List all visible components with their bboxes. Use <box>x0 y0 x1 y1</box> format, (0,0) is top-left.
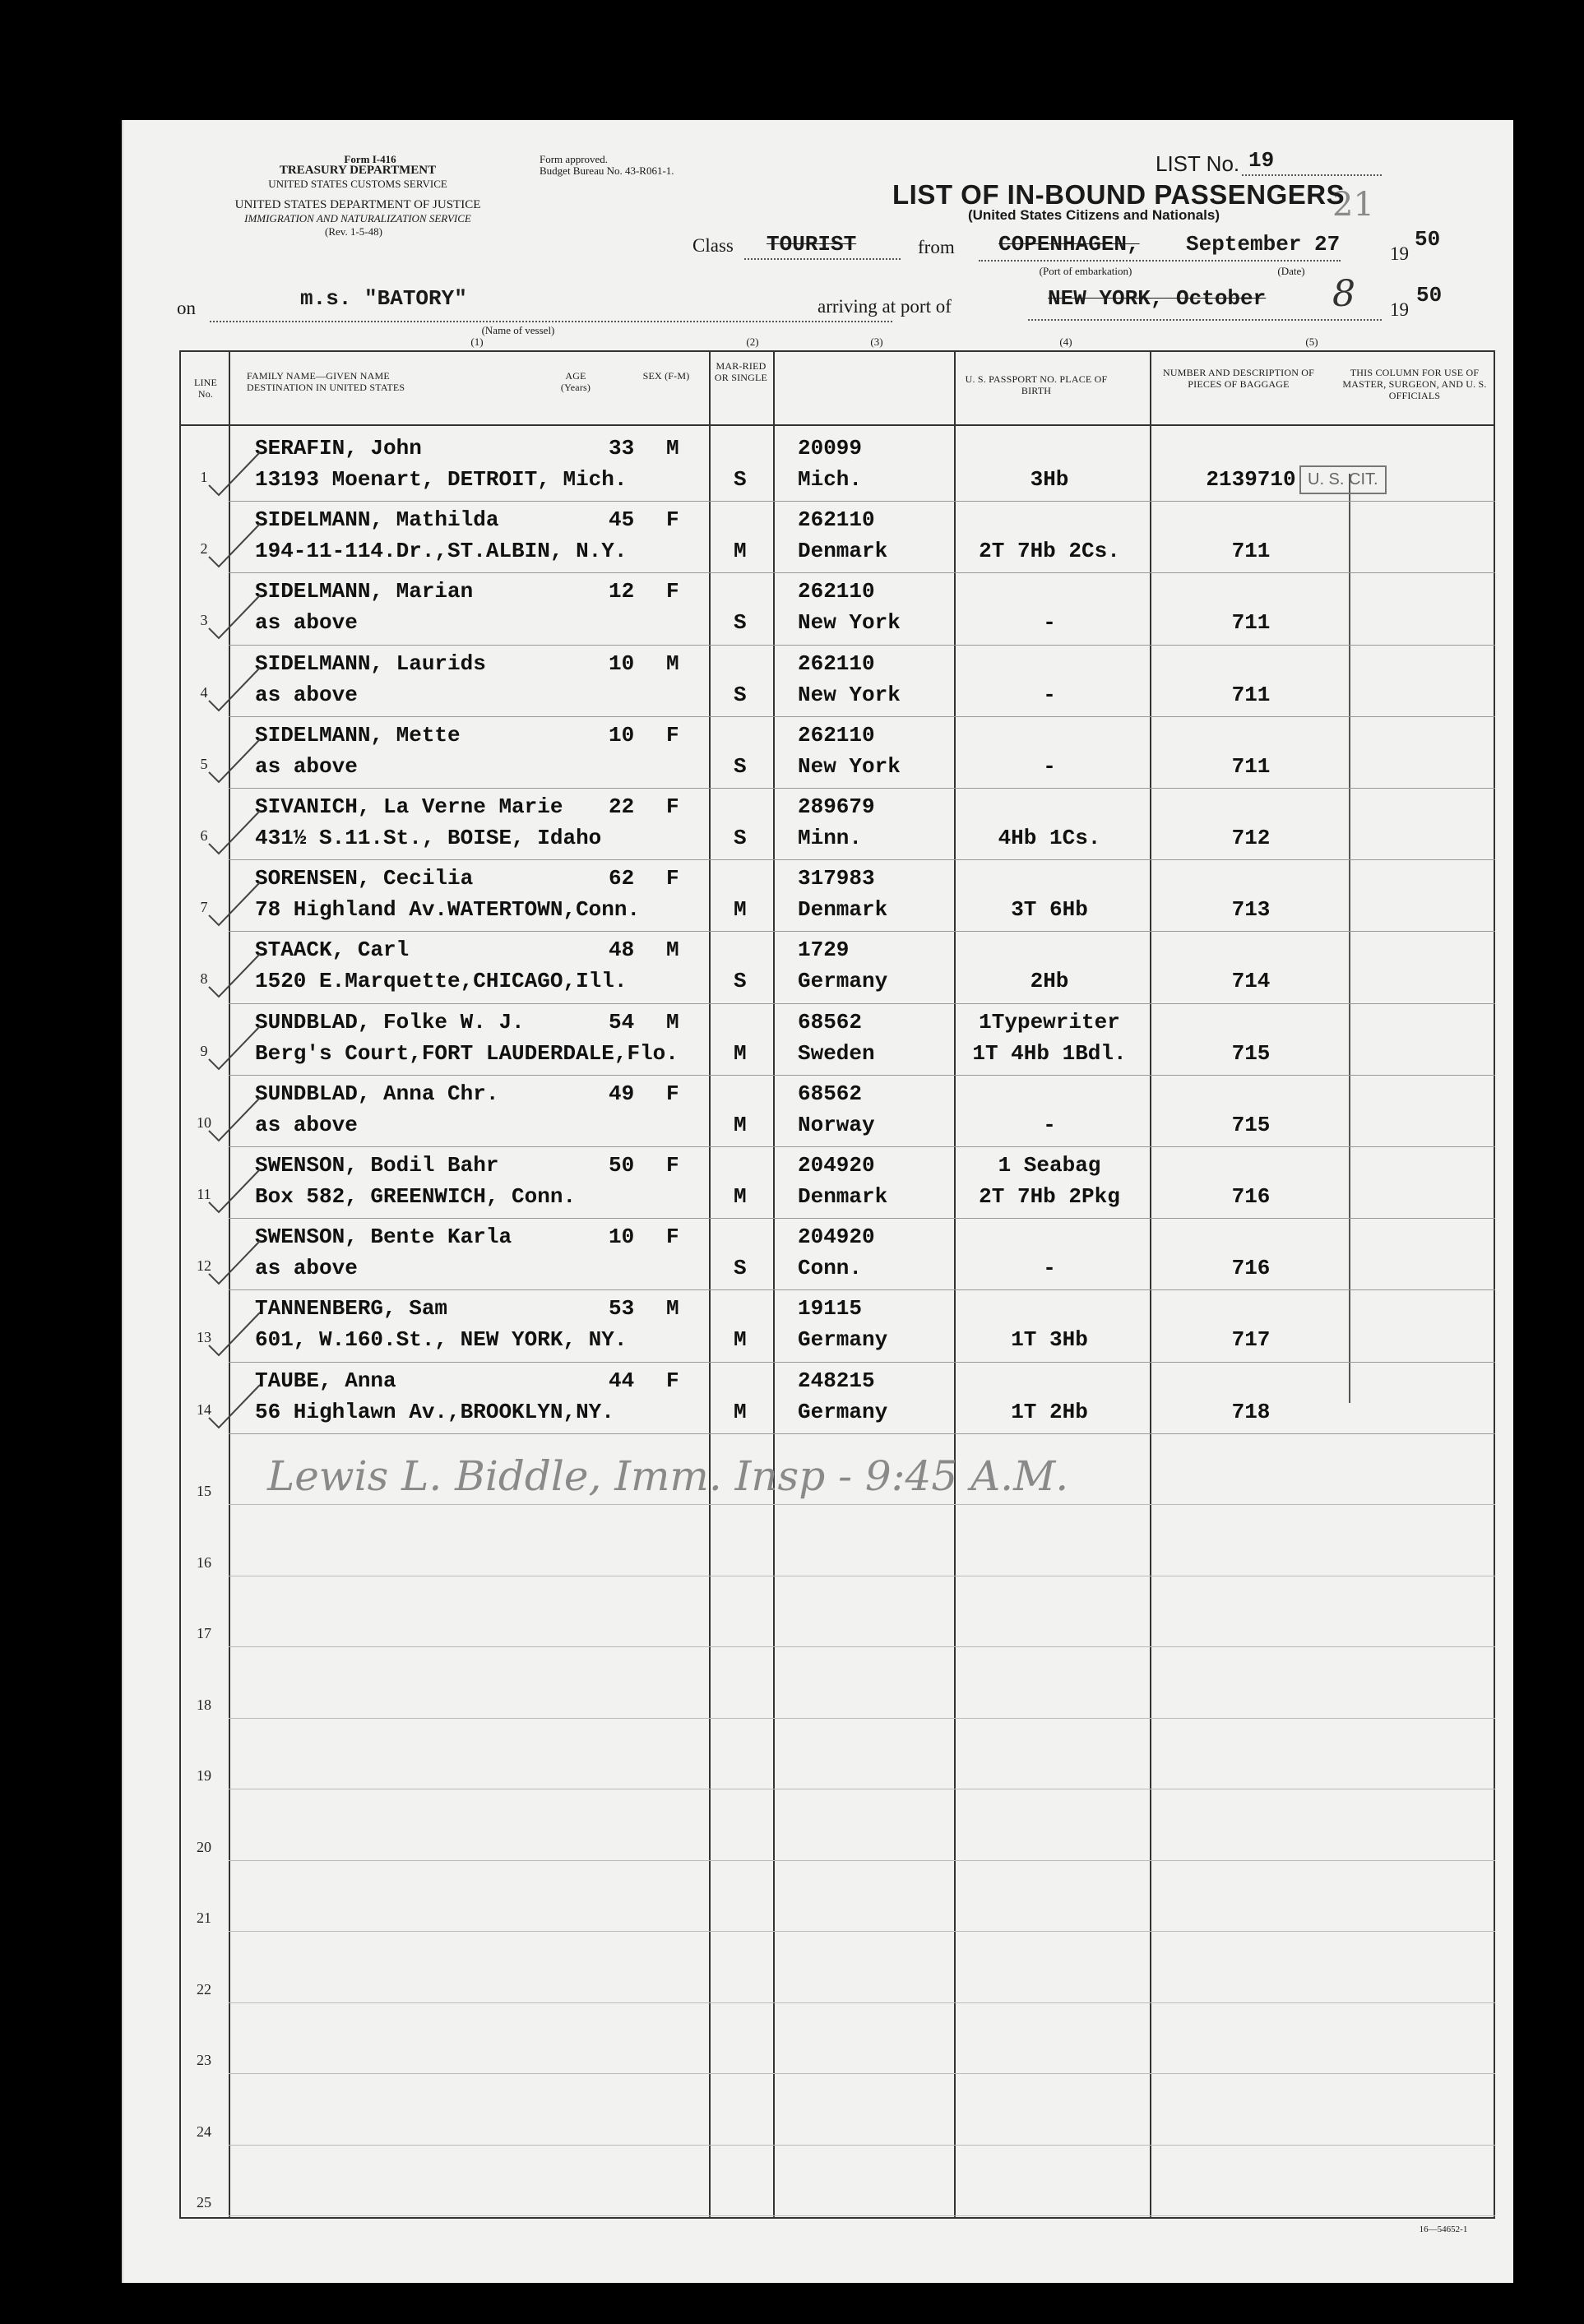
inspector-signature: Lewis L. Biddle, Imm. Insp - 9:45 A.M. <box>267 1452 1069 1500</box>
row-age: 53 <box>609 1296 635 1322</box>
vessel-underline <box>210 321 892 322</box>
row-name: SIDELMANN, Mathilda <box>255 507 499 533</box>
row-baggage-2: 1T 2Hb <box>1011 1399 1088 1424</box>
row-official-number: 715 <box>1231 1112 1271 1137</box>
row-age: 50 <box>609 1153 635 1178</box>
form-title: LIST OF IN-BOUND PASSENGERS <box>892 179 1345 210</box>
row-divider <box>229 2145 1495 2146</box>
row-destination: 78 Highland Av.WATERTOWN,Conn. <box>255 897 641 923</box>
row-birthplace: Norway <box>798 1112 875 1137</box>
col-divider-name <box>709 350 711 2219</box>
row-official-number: 2139710 <box>1206 467 1296 492</box>
line-number: 18 <box>197 1696 211 1713</box>
row-married-single: M <box>734 539 747 564</box>
row-name: SIDELMANN, Laurids <box>255 650 486 676</box>
class-label: Class <box>692 235 734 256</box>
line-number: 16 <box>197 1553 211 1571</box>
row-name: SIDELMANN, Marian <box>255 579 474 604</box>
arrival-underline <box>1028 319 1382 321</box>
row-baggage-2: 2Hb <box>1030 969 1069 994</box>
row-passport: 204920 <box>798 1153 875 1178</box>
vessel-name: m.s. "BATORY" <box>300 286 467 311</box>
header-name-destination: FAMILY NAME—GIVEN NAME DESTINATION IN UNITED STATES <box>247 370 405 393</box>
row-official-number: 711 <box>1231 610 1271 636</box>
check-mark-icon <box>206 879 263 928</box>
row-passport: 68562 <box>798 1009 863 1035</box>
row-sex: F <box>666 1224 679 1250</box>
row-baggage-2: - <box>1043 610 1056 636</box>
class-value: TOURIST <box>767 232 857 257</box>
check-mark-icon <box>206 1382 263 1431</box>
line-number: 4 <box>200 683 208 701</box>
check-mark-icon <box>206 664 263 714</box>
row-birthplace: Conn. <box>798 1256 863 1281</box>
line-number: 6 <box>200 827 208 844</box>
row-passport: 317983 <box>798 866 875 891</box>
check-mark-icon <box>206 592 263 641</box>
row-baggage-2: 2T 7Hb 2Cs. <box>979 539 1120 564</box>
header-passport-birth: U. S. PASSPORT NO. PLACE OF BIRTH <box>965 373 1108 396</box>
row-birthplace: New York <box>798 610 901 636</box>
row-name: SIVANICH, La Verne Marie <box>255 794 563 819</box>
port-note: (Port of embarkation) <box>1039 265 1132 277</box>
row-sex: F <box>666 794 679 819</box>
from-port: COPENHAGEN, <box>998 232 1140 257</box>
budget-bureau: Budget Bureau No. 43-R061-1. <box>540 164 674 177</box>
row-passport: 68562 <box>798 1081 863 1106</box>
row-divider <box>229 1931 1495 1932</box>
row-divider <box>229 645 1495 646</box>
from-underline <box>979 260 1341 262</box>
row-passport: 204920 <box>798 1224 875 1250</box>
row-official-number: 716 <box>1231 1184 1271 1209</box>
line-number: 11 <box>197 1186 211 1202</box>
form-subtitle: (United States Citizens and Nationals) <box>967 207 1220 223</box>
row-age: 10 <box>609 650 635 676</box>
line-number: 21 <box>197 1910 211 1927</box>
from-label: from <box>918 237 955 257</box>
col-divider-married <box>773 350 775 2219</box>
row-divider <box>229 1218 1495 1219</box>
list-no-value: 19 <box>1248 148 1275 173</box>
row-married-single: M <box>734 1040 747 1066</box>
row-destination: 601, W.160.St., NEW YORK, NY. <box>255 1327 628 1353</box>
row-baggage-2: 3T 6Hb <box>1011 897 1088 923</box>
row-sex: F <box>666 866 679 891</box>
row-age: 54 <box>609 1009 635 1035</box>
row-divider <box>229 1289 1495 1290</box>
row-destination: as above <box>255 1112 358 1137</box>
row-divider <box>229 1075 1495 1076</box>
row-birthplace: Germany <box>798 1399 888 1424</box>
row-name: SUNDBLAD, Folke W. J. <box>255 1009 525 1035</box>
row-divider <box>229 2073 1495 2074</box>
check-mark-icon <box>206 736 263 785</box>
row-passport: 20099 <box>798 436 863 461</box>
line-number: 10 <box>197 1113 211 1131</box>
row-sex: F <box>666 1368 679 1393</box>
line-number: 19 <box>197 1767 211 1785</box>
row-passport: 262110 <box>798 722 875 748</box>
arrival-day: 8 <box>1332 273 1355 315</box>
line-number: 23 <box>197 2052 211 2069</box>
from-date: September 27 <box>1186 232 1341 257</box>
row-age: 44 <box>609 1368 635 1393</box>
line-number: 7 <box>200 899 208 916</box>
row-divider <box>229 1646 1495 1647</box>
row-name: TANNENBERG, Sam <box>255 1296 448 1322</box>
check-mark-icon <box>206 1095 263 1144</box>
row-divider <box>229 1003 1495 1004</box>
row-divider <box>229 1504 1495 1505</box>
row-passport: 289679 <box>798 794 875 819</box>
row-birthplace: Minn. <box>798 826 863 850</box>
row-baggage-2: - <box>1043 682 1056 707</box>
row-baggage-2: - <box>1043 753 1056 779</box>
row-age: 33 <box>609 436 635 461</box>
row-birthplace: Germany <box>798 1327 888 1353</box>
officials-pencil-line <box>1349 474 1350 1403</box>
row-baggage-2: 2T 7Hb 2Pkg <box>979 1184 1120 1209</box>
header-officials: THIS COLUMN FOR USE OF MASTER, SURGEON, AND U. S. OFFICIALS <box>1342 367 1487 401</box>
row-divider <box>229 788 1495 789</box>
row-passport: 1729 <box>798 937 850 963</box>
treasury-department: TREASURY DEPARTMENT <box>279 164 437 177</box>
row-destination: as above <box>255 1256 358 1281</box>
line-number: 13 <box>197 1329 211 1346</box>
row-age: 49 <box>609 1081 635 1106</box>
row-married-single: M <box>734 1112 747 1137</box>
department-justice: UNITED STATES DEPARTMENT OF JUSTICE <box>234 198 481 211</box>
header-line-no: LINE No. <box>193 377 218 400</box>
row-age: 10 <box>609 1224 635 1250</box>
row-baggage-2: - <box>1043 1112 1056 1137</box>
row-destination: Berg's Court,FORT LAUDERDALE,Flo. <box>255 1040 679 1066</box>
year-value: 50 <box>1415 227 1441 252</box>
row-official-number: 712 <box>1231 826 1271 850</box>
row-birthplace: Denmark <box>798 1184 888 1209</box>
year-prefix: 19 <box>1390 243 1409 264</box>
year2-prefix: 19 <box>1390 299 1409 320</box>
manifest-page <box>122 120 1513 2283</box>
row-name: SORENSEN, Cecilia <box>255 866 474 891</box>
check-mark-icon <box>206 951 263 1000</box>
row-birthplace: Sweden <box>798 1040 875 1066</box>
row-sex: M <box>666 650 679 676</box>
row-divider <box>229 859 1495 860</box>
date-note: (Date) <box>1277 265 1305 277</box>
vessel-note: (Name of vessel) <box>481 324 555 336</box>
row-baggage-2: 4Hb 1Cs. <box>998 826 1101 850</box>
row-destination: as above <box>255 610 358 636</box>
row-name: STAACK, Carl <box>255 937 410 963</box>
header-married-single: MAR-RIED OR SINGLE <box>714 360 768 383</box>
row-divider <box>229 2215 1495 2216</box>
row-birthplace: Germany <box>798 969 888 994</box>
row-passport: 248215 <box>798 1368 875 1393</box>
row-baggage-2: 3Hb <box>1030 467 1069 492</box>
row-married-single: S <box>734 969 747 994</box>
check-mark-icon <box>206 1309 263 1359</box>
row-destination: 1520 E.Marquette,CHICAGO,Ill. <box>255 969 628 994</box>
row-baggage-1: 1Typewriter <box>979 1009 1120 1035</box>
form-revision: (Rev. 1-5-48) <box>325 225 382 238</box>
row-sex: F <box>666 1153 679 1178</box>
year2-value: 50 <box>1416 283 1443 308</box>
row-divider <box>229 1362 1495 1363</box>
col-divider-passport <box>954 350 956 2219</box>
col-number-3: (3) <box>870 336 883 348</box>
row-sex: F <box>666 507 679 533</box>
immigration-service: IMMIGRATION AND NATURALIZATION SERVICE <box>244 212 471 225</box>
row-official-number: 714 <box>1231 969 1271 994</box>
col-number-2: (2) <box>746 336 759 348</box>
customs-service: UNITED STATES CUSTOMS SERVICE <box>268 178 447 190</box>
on-label: on <box>177 298 196 318</box>
check-mark-icon <box>206 449 263 498</box>
row-passport: 262110 <box>798 579 875 604</box>
row-married-single: S <box>734 1256 747 1281</box>
list-no-underline <box>1242 174 1382 176</box>
list-no-pencil: 21 <box>1332 186 1374 224</box>
row-sex: M <box>666 937 679 963</box>
row-destination: as above <box>255 682 358 707</box>
row-divider <box>229 1146 1495 1147</box>
footer-code: 16—54652-1 <box>1419 2224 1468 2234</box>
arrival-port: NEW YORK, October <box>1048 286 1267 311</box>
row-married-single: M <box>734 1399 747 1424</box>
row-birthplace: New York <box>798 682 901 707</box>
check-mark-icon <box>206 1166 263 1215</box>
row-age: 10 <box>609 722 635 748</box>
row-age: 22 <box>609 794 635 819</box>
row-name: TAUBE, Anna <box>255 1368 396 1393</box>
row-destination: Box 582, GREENWICH, Conn. <box>255 1184 577 1209</box>
row-divider <box>229 716 1495 717</box>
check-mark-icon <box>206 1238 263 1287</box>
row-married-single: M <box>734 1327 747 1353</box>
row-married-single: S <box>734 753 747 779</box>
row-sex: M <box>666 1296 679 1322</box>
line-number: 8 <box>200 970 208 988</box>
form-number: Form I-416 <box>344 153 396 165</box>
row-destination: 431½ S.11.St., BOISE, Idaho <box>255 826 602 850</box>
row-married-single: S <box>734 826 747 850</box>
row-birthplace: Denmark <box>798 539 888 564</box>
check-mark-icon <box>206 1023 263 1072</box>
row-destination: 13193 Moenart, DETROIT, Mich. <box>255 467 628 492</box>
col-number-1: (1) <box>470 336 484 348</box>
row-passport: 262110 <box>798 507 875 533</box>
row-official-number: 718 <box>1231 1399 1271 1424</box>
row-passport: 19115 <box>798 1296 863 1322</box>
row-destination: 56 Highlawn Av.,BROOKLYN,NY. <box>255 1399 614 1424</box>
row-divider <box>229 1860 1495 1861</box>
row-sex: F <box>666 579 679 604</box>
col-number-5: (5) <box>1305 336 1318 348</box>
line-number: 5 <box>200 755 208 772</box>
line-number: 12 <box>197 1257 211 1275</box>
row-official-number: 711 <box>1231 753 1271 779</box>
line-number: 2 <box>200 540 208 558</box>
row-official-number: 715 <box>1231 1040 1271 1066</box>
check-mark-icon <box>206 808 263 857</box>
row-age: 12 <box>609 579 635 604</box>
row-name: SWENSON, Bente Karla <box>255 1224 512 1250</box>
row-name: SERAFIN, John <box>255 436 422 461</box>
row-official-number: 716 <box>1231 1256 1271 1281</box>
row-married-single: S <box>734 682 747 707</box>
row-divider <box>229 931 1495 932</box>
row-age: 62 <box>609 866 635 891</box>
row-destination: as above <box>255 753 358 779</box>
row-divider <box>229 501 1495 502</box>
row-divider <box>229 2002 1495 2003</box>
line-number: 9 <box>200 1042 208 1059</box>
row-official-number: 713 <box>1231 897 1271 923</box>
row-age: 45 <box>609 507 635 533</box>
row-name: SUNDBLAD, Anna Chr. <box>255 1081 499 1106</box>
row-married-single: M <box>734 897 747 923</box>
row-sex: M <box>666 1009 679 1035</box>
col-divider-baggage <box>1150 350 1151 2219</box>
row-baggage-2: 1T 3Hb <box>1011 1327 1088 1353</box>
line-number: 22 <box>197 1980 211 1998</box>
row-baggage-1: 1 Seabag <box>998 1153 1101 1178</box>
line-number: 24 <box>197 2123 211 2140</box>
row-sex: F <box>666 1081 679 1106</box>
line-number: 14 <box>197 1400 211 1418</box>
header-sex: SEX (F-M) <box>642 370 690 382</box>
row-married-single: S <box>734 467 747 492</box>
row-married-single: M <box>734 1184 747 1209</box>
list-no-label: LIST No. <box>1156 151 1240 176</box>
row-name: SWENSON, Bodil Bahr <box>255 1153 499 1178</box>
line-number: 3 <box>200 612 208 629</box>
line-number: 1 <box>200 469 208 485</box>
row-official-number: 717 <box>1231 1327 1271 1353</box>
check-mark-icon <box>206 521 263 570</box>
form-approved: Form approved. <box>540 153 609 165</box>
row-baggage-2: - <box>1043 1256 1056 1281</box>
header-age: AGE (Years) <box>560 370 591 393</box>
col-number-4: (4) <box>1059 336 1072 348</box>
line-number: 20 <box>197 1838 211 1855</box>
row-sex: F <box>666 722 679 748</box>
row-baggage-2: 1T 4Hb 1Bdl. <box>972 1040 1127 1066</box>
header-divider <box>179 424 1495 426</box>
row-birthplace: New York <box>798 753 901 779</box>
row-divider <box>229 1433 1495 1434</box>
row-birthplace: Mich. <box>798 467 863 492</box>
line-number: 25 <box>197 2194 211 2211</box>
row-divider <box>229 572 1495 573</box>
row-destination: 194-11-114.Dr.,ST.ALBIN, N.Y. <box>255 539 628 564</box>
class-underline <box>744 258 901 260</box>
row-divider <box>229 1718 1495 1719</box>
row-name: SIDELMANN, Mette <box>255 722 461 748</box>
line-number: 15 <box>197 1483 211 1500</box>
us-citizen-stamp: U. S. CIT. <box>1299 465 1387 494</box>
row-age: 48 <box>609 937 635 963</box>
header-baggage: NUMBER AND DESCRIPTION OF PIECES OF BAGGAGE <box>1162 367 1315 390</box>
row-married-single: S <box>734 610 747 636</box>
row-official-number: 711 <box>1231 539 1271 564</box>
row-birthplace: Denmark <box>798 897 888 923</box>
row-official-number: 711 <box>1231 682 1271 707</box>
arriving-label: arriving at port of <box>817 296 952 317</box>
line-number: 17 <box>197 1625 211 1642</box>
row-sex: M <box>666 436 679 461</box>
row-passport: 262110 <box>798 650 875 676</box>
